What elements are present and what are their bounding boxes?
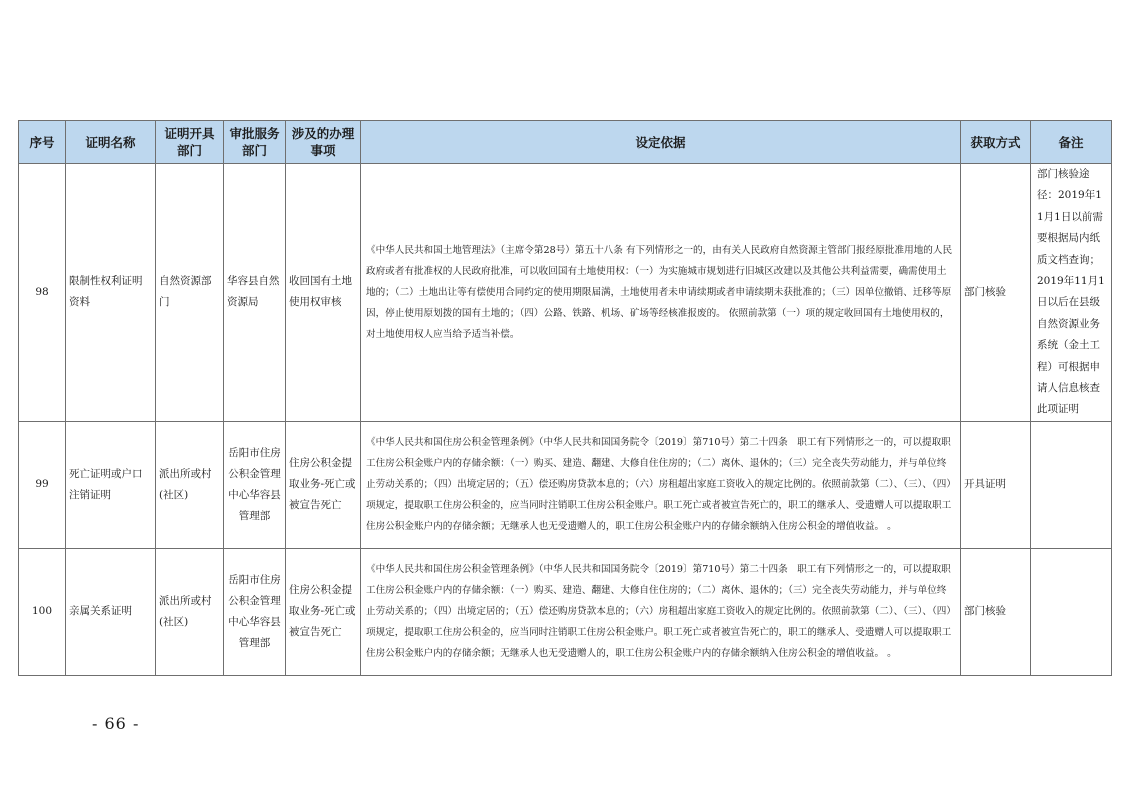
cell-name: 限制性权利证明资料: [66, 164, 156, 422]
page-number: - 66 -: [92, 714, 140, 733]
header-matter: 涉及的办理事项: [286, 121, 361, 164]
table-row: [19, 164, 1112, 422]
cell-approver: 岳阳市住房公积金管理中心华容县管理部: [224, 421, 286, 548]
certificate-table: [18, 120, 1112, 676]
header-method: 获取方式: [961, 121, 1031, 164]
header-issuer: 证明开具部门: [156, 121, 224, 164]
table-row: [19, 548, 1112, 675]
header-name: 证明名称: [66, 121, 156, 164]
cell-issuer: 自然资源部门: [156, 164, 224, 422]
cell-approver: 华容县自然资源局: [224, 164, 286, 422]
cell-name: 死亡证明或户口注销证明: [66, 421, 156, 548]
cell-matter: 住房公积金提取业务-死亡或被宣告死亡: [286, 548, 361, 675]
cell-seq: 100: [19, 548, 66, 675]
cell-issuer: 派出所或村(社区): [156, 421, 224, 548]
cell-basis: 《中华人民共和国土地管理法》（主席令第28号）第五十八条 有下列情形之一的，由有关人民政府自然资源主管部门报经原批准用地的人民政府或者有批准权的人民政府批准，可以收回国有土地使用权：（一）为实施城市规划进行旧城区改建以及其他公共利益需要，确需使用土地的；（二）土地出让等有偿使用合同约定的使用期限届满，土地使用者未申请续期或者申请续期未获批准的；（三）因单位撤销、迁移等原因，停止使用原划拨的国有土地的；（四）公路、铁路、机场、矿场等经核准报废的。 依照前款第（一）项的规定收回国有土地使用权的，对土地使用权人应当给予适当补偿。: [361, 164, 961, 422]
cell-approver: 岳阳市住房公积金管理中心华容县管理部: [224, 548, 286, 675]
cell-method: 部门核验: [961, 548, 1031, 675]
table-header-row: [19, 121, 1112, 164]
cell-method: 部门核验: [961, 164, 1031, 422]
cell-name: 亲属关系证明: [66, 548, 156, 675]
header-basis: 设定依据: [361, 121, 961, 164]
cell-note: 部门核验途径：2019年11月1日以前需要根据局内纸质文档查询；2019年11月1日以后在县级自然资源业务系统（金土工程）可根据申请人信息核查此项证明: [1031, 164, 1112, 422]
cell-issuer: 派出所或村(社区): [156, 548, 224, 675]
header-seq: 序号: [19, 121, 66, 164]
cell-seq: 99: [19, 421, 66, 548]
cell-note: [1031, 421, 1112, 548]
header-note: 备注: [1031, 121, 1112, 164]
cell-method: 开具证明: [961, 421, 1031, 548]
cell-matter: 收回国有土地使用权审核: [286, 164, 361, 422]
cell-note: [1031, 548, 1112, 675]
header-approver: 审批服务部门: [224, 121, 286, 164]
cell-matter: 住房公积金提取业务-死亡或被宣告死亡: [286, 421, 361, 548]
cell-seq: 98: [19, 164, 66, 422]
table-row: [19, 421, 1112, 548]
cell-basis: 《中华人民共和国住房公积金管理条例》（中华人民共和国国务院令〔2019〕第710号）第二十四条 职工有下列情形之一的，可以提取职工住房公积金账户内的存储余额：（一）购买、建造、翻建、大修自住住房的；（二）离休、退休的；（三）完全丧失劳动能力，并与单位终止劳动关系的；（四）出境定居的；（五）偿还购房贷款本息的；（六）房租超出家庭工资收入的规定比例的。依照前款第（二）、（三）、（四）项规定，提取职工住房公积金的，应当同时注销职工住房公积金账户。职工死亡或者被宣告死亡的，职工的继承人、受遗赠人可以提取职工住房公积金账户内的存储余额；无继承人也无受遗赠人的，职工住房公积金账户内的存储余额纳入住房公积金的增值收益。 。: [361, 421, 961, 548]
cell-basis: 《中华人民共和国住房公积金管理条例》（中华人民共和国国务院令〔2019〕第710号）第二十四条 职工有下列情形之一的，可以提取职工住房公积金账户内的存储余额：（一）购买、建造、翻建、大修自住住房的；（二）离休、退休的；（三）完全丧失劳动能力，并与单位终止劳动关系的；（四）出境定居的；（五）偿还购房贷款本息的；（六）房租超出家庭工资收入的规定比例的。依照前款第（二）、（三）、（四）项规定，提取职工住房公积金的，应当同时注销职工住房公积金账户。职工死亡或者被宣告死亡的，职工的继承人、受遗赠人可以提取职工住房公积金账户内的存储余额；无继承人也无受遗赠人的，职工住房公积金账户内的存储余额纳入住房公积金的增值收益。 。: [361, 548, 961, 675]
